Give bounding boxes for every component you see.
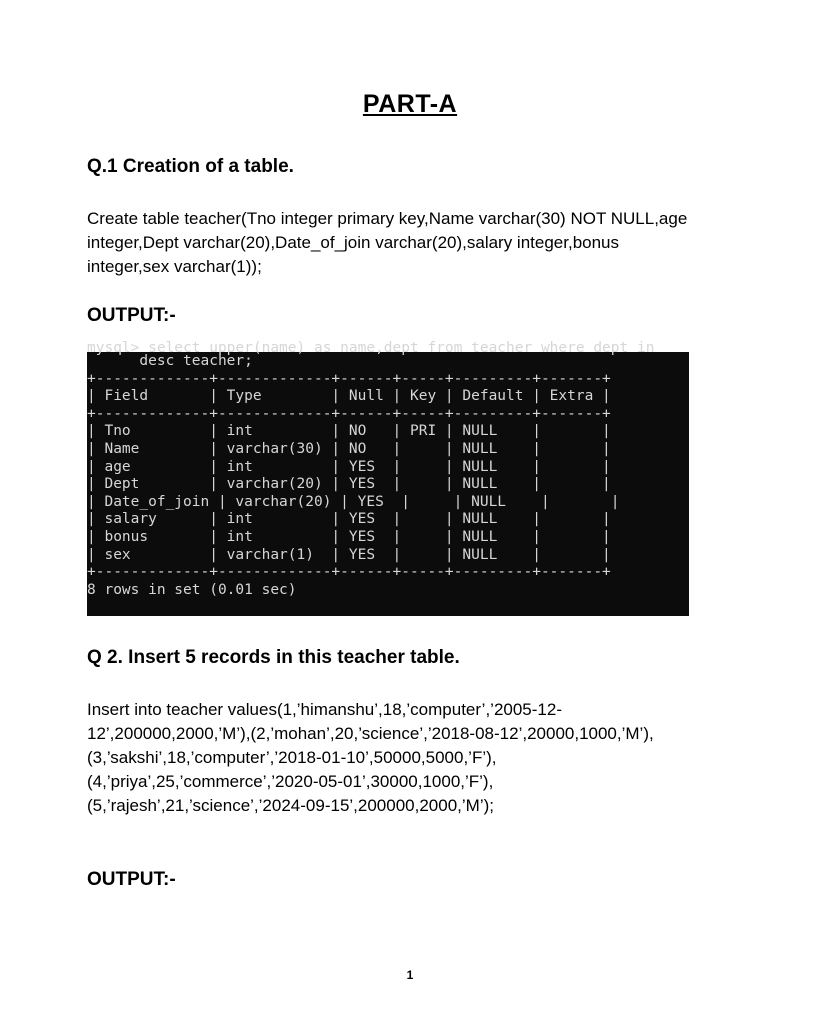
q2-output-label: OUTPUT:-: [87, 869, 176, 890]
terminal-row: | Tno | int | NO | PRI | NULL | |: [87, 423, 611, 440]
terminal-command-line: desc teacher;: [87, 353, 253, 369]
terminal-row: | bonus | int | YES | | NULL | |: [87, 528, 611, 545]
part-title: PART-A: [362, 90, 458, 118]
q1-query-text: Create table teacher(Tno integer primary key,Name varchar(30) NOT NULL,age integer,Dept varchar(20),Date_of_join varchar(20),salary integer,bonus integer,sex varchar(1));: [87, 209, 688, 276]
terminal-border-top: +-------------+-------------+------+-----+---------+-------+: [87, 370, 611, 387]
terminal-row: | age | int | YES | | NULL | |: [87, 458, 611, 475]
terminal-border-mid: +-------------+-------------+------+-----+---------+-------+: [87, 405, 611, 422]
q2-query-text: Insert into teacher values(1,’himanshu’,18,’computer’,’2005-12-12’,200000,2000,’M’),(2,’mohan’,20,’science’,’2018-08-12’,20000,1000,’M’),(3,’sakshi’,18,’computer’,’2018-01-10’,50000,5000,’F’),(4,’priya’,25,’commerce’,’2020-05-01’,30000,1000,’F’),(5,’rajesh’,21,’science’,’2024-09-15’,200000,2000,’M’);: [87, 700, 654, 815]
q1-output-label: OUTPUT:-: [87, 305, 176, 326]
terminal-border-bottom: +-------------+-------------+------+-----+---------+-------+: [87, 564, 611, 581]
terminal-row: | Dept | varchar(20) | YES | | NULL | |: [87, 476, 611, 493]
terminal-row: | Name | varchar(30) | NO | | NULL | |: [87, 440, 611, 457]
terminal-output: [87, 353, 620, 599]
terminal-row: | salary | int | YES | | NULL | |: [87, 511, 611, 528]
q1-heading: Q.1 Creation of a table.: [87, 156, 294, 177]
q2-heading: Q 2. Insert 5 records in this teacher table.: [87, 647, 460, 668]
terminal-screenshot: [87, 340, 689, 616]
terminal-partial-line: mysql> select upper(name) as name,dept from teacher where dept in: [87, 340, 655, 356]
terminal-row: | Date_of_join | varchar(20) | YES | | NULL | |: [87, 493, 620, 510]
terminal-row: | sex | varchar(1) | YES | | NULL | |: [87, 546, 611, 563]
page-number: 1: [406, 968, 414, 982]
terminal-header-row: | Field | Type | Null | Key | Default | Extra |: [87, 388, 611, 405]
terminal-footer: 8 rows in set (0.01 sec): [87, 581, 297, 598]
